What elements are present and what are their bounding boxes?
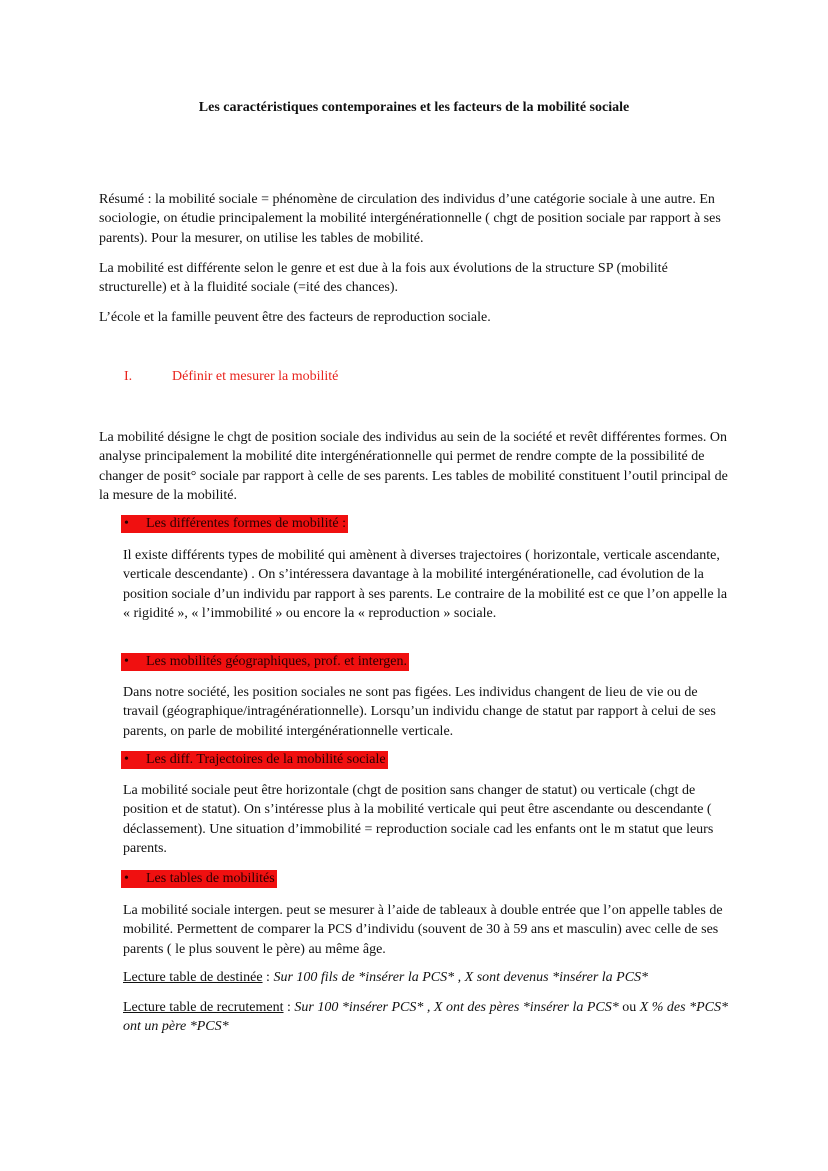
- section-title: Définir et mesurer la mobilité: [172, 369, 339, 384]
- intro-paragraph: La mobilité désigne le chgt de position sociale des individus au sein de la société et revêt différentes formes. On analyse principalement la mobilité dite intergénérationnelle qui permet de rendre compte de la possibilité de changer de posit° sociale par rapport à celle de ses parents. Les tables de mobilité constituent l’outil principal de la mesure de la mobilité.: [99, 430, 728, 503]
- summary-paragraph: L’école et la famille peuvent être des facteurs de reproduction sociale.: [99, 310, 491, 325]
- bullet-heading-text: Les tables de mobilités: [146, 871, 275, 886]
- page-title: Les caractéristiques contemporaines et les facteurs de la mobilité sociale: [198, 100, 630, 115]
- bullet-heading: [121, 653, 409, 671]
- bullet-icon: •: [124, 752, 129, 767]
- bullet-heading-text: Les diff. Trajectoires de la mobilité sociale: [146, 752, 386, 767]
- lecture-recrutement-label: Lecture table de recrutement: [123, 1000, 284, 1015]
- bullet-heading: [121, 751, 388, 769]
- section-number: I.: [124, 369, 133, 384]
- bullet-heading-text: Les mobilités géographiques, prof. et intergen.: [146, 654, 408, 669]
- bullet-heading: [121, 515, 348, 533]
- summary-paragraph: La mobilité est différente selon le genre et est due à la fois aux évolutions de la structure SP (mobilité structurelle) et à la fluidité sociale (=ité des chances).: [99, 261, 668, 296]
- lecture-destinee-text: Sur 100 fils de *insérer la PCS* , X sont devenus *insérer la PCS*: [273, 970, 649, 985]
- bullet-paragraph: La mobilité sociale peut être horizontale (chgt de position sans changer de statut) ou verticale (chgt de position et de statut). On s’intéresse plus à la mobilité verticale qui peut être ascendante ou descendante ( déclassement). Une situation d’immobilité = reproduction sociale cad les enfants ont le m statut que leurs parents.: [123, 783, 714, 856]
- lecture-destinee: [123, 968, 731, 987]
- bullet-heading: [121, 870, 277, 888]
- bullet-paragraph: Il existe différents types de mobilité qui amènent à diverses trajectoires ( horizontale, verticale ascendante, verticale descendante) . On s’intéressera davantage à la mobilité intergénérationelle, cad évolution de la position sociale d’un individu par rapport à ses parents. Le contraire de la mobilité est ce que l’on appelle la « rigidité », « l’immobilité » ou encore la « reproduction » sociale.: [123, 548, 728, 621]
- lecture-recrutement-separator: :: [283, 1000, 295, 1015]
- lecture-recrutement-text-a: Sur 100 *insérer PCS* , X ont des pères *insérer la PCS*: [294, 1000, 619, 1015]
- section-heading: [124, 368, 338, 386]
- lecture-destinee-separator: :: [262, 970, 274, 985]
- bullet-paragraph: Dans notre société, les position sociales ne sont pas figées. Les individus changent de lieu de vie ou de travail (géographique/intragénérationnelle). Lorsqu’un individu change de statut par rapport à celui de ses parents, on parle de mobilité intergénérationnelle verticale.: [123, 685, 716, 739]
- bullet-icon: •: [124, 516, 129, 531]
- lecture-destinee-label: Lecture table de destinée: [123, 970, 263, 985]
- bullet-icon: •: [124, 654, 129, 669]
- lecture-recrutement: [123, 998, 731, 1037]
- bullet-icon: •: [124, 871, 129, 886]
- bullet-paragraph: La mobilité sociale intergen. peut se mesurer à l’aide de tableaux à double entrée que l’on appelle tables de mobilité. Permettent de comparer la PCS d’individu (souvent de 30 à 59 ans et masculin) avec celle de ses parents ( le plus souvent le père) au même âge.: [123, 903, 723, 957]
- bullet-heading-text: Les différentes formes de mobilité :: [146, 516, 346, 531]
- summary-paragraph: Résumé : la mobilité sociale = phénomène de circulation des individus d’une catégorie sociale à une autre. En sociologie, on étudie principalement la mobilité intergénérationnelle ( chgt de position sociale par rapport à ses parents). Pour la mesurer, on utilise les tables de mobilité.: [99, 192, 721, 246]
- lecture-recrutement-connector: ou: [618, 1000, 640, 1015]
- lecture-recrutement-text-b: X % des *PCS* ont un père *PCS*: [123, 1000, 728, 1035]
